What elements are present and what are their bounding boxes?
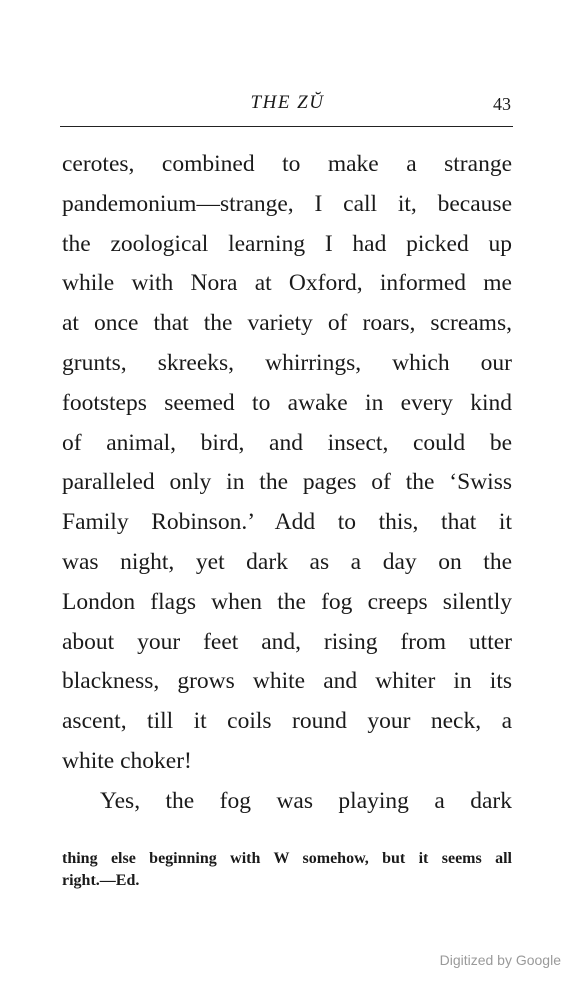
body-text: [62, 145, 512, 822]
footnote-line: right.—Ed.: [62, 872, 140, 889]
text-line: blackness, grows white and whiter in its: [62, 668, 512, 695]
footnote-line: thing else beginning with W somehow, but it seems all: [62, 850, 512, 867]
text-line: the zoological learning I had picked up: [62, 230, 512, 257]
header-rule: [60, 126, 513, 127]
text-line: cerotes, combined to make a strange: [62, 151, 512, 177]
text-line: Yes, the fog was playing a dark: [100, 787, 512, 814]
text-line: while with Nora at Oxford, informed me: [62, 270, 512, 297]
text-line: grunts, skreeks, whirrings, which our: [62, 349, 512, 376]
text-line: about your feet and, rising from utter: [62, 628, 512, 655]
text-line: pandemonium—strange, I call it, because: [62, 190, 512, 217]
text-line: of animal, bird, and insect, could be: [62, 429, 512, 456]
digitization-watermark: Digitized by Google: [439, 952, 561, 968]
footnote: [62, 848, 512, 892]
text-line: London flags when the fog creeps silently: [62, 588, 512, 615]
running-head: [60, 90, 515, 118]
text-line: was night, yet dark as a day on the: [62, 548, 512, 575]
text-line: footsteps seemed to awake in every kind: [62, 389, 512, 416]
text-line: white choker!: [62, 747, 192, 774]
text-line: paralleled only in the pages of the ‘Swiss: [62, 469, 512, 496]
running-title: THE ZŬ: [250, 92, 325, 113]
text-line: ascent, till it coils round your neck, a: [62, 708, 512, 735]
text-line: Family Robinson.’ Add to this, that it: [62, 509, 512, 536]
text-line: at once that the variety of roars, screams,: [62, 310, 512, 337]
page-number: 43: [493, 94, 511, 114]
